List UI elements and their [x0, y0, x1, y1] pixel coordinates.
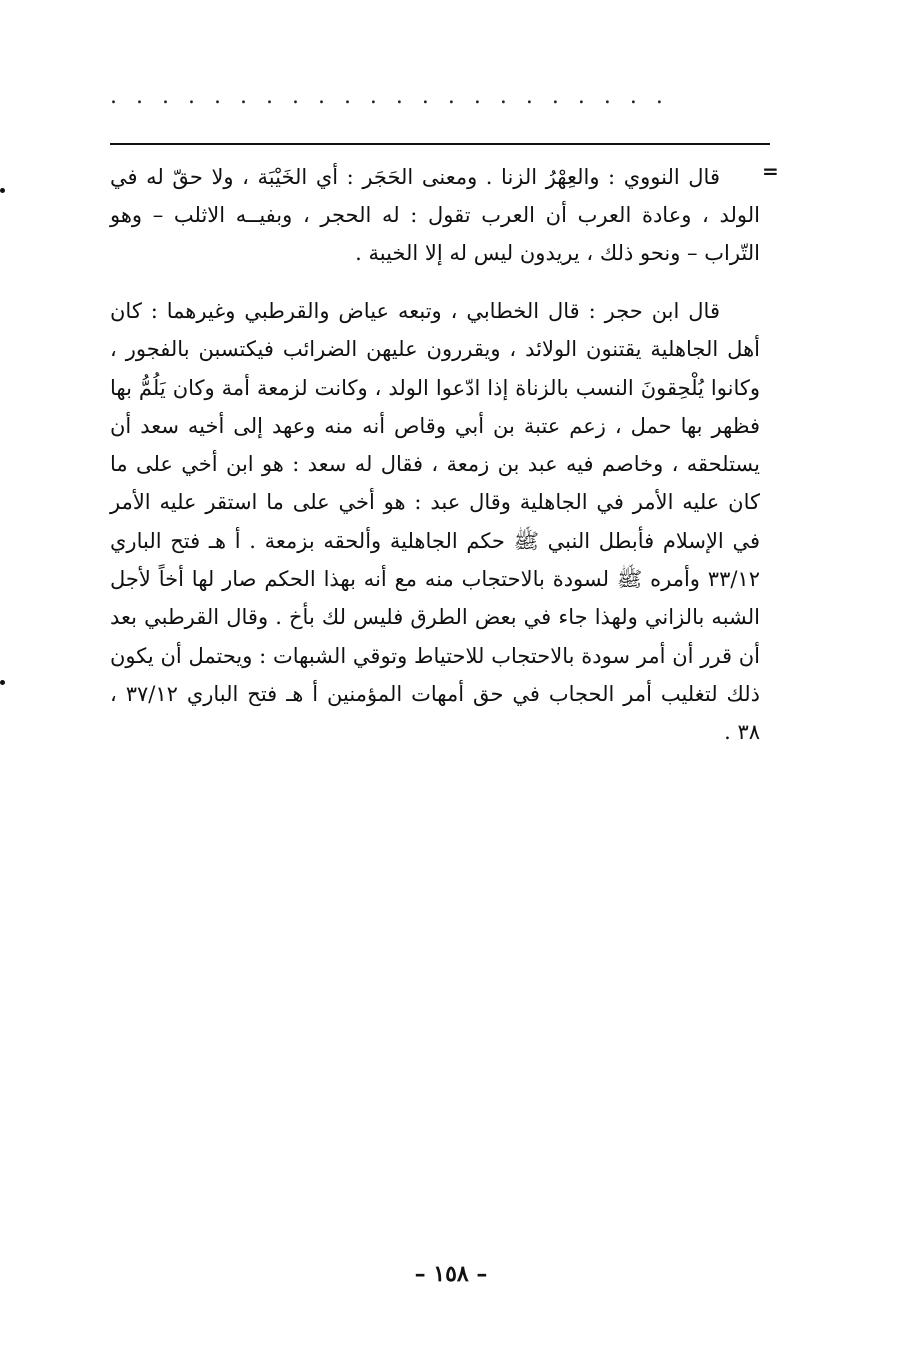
paragraph-text: قال ابن حجر : قال الخطابي ، وتبعه عياض والقرطبي وغيرهما : كان أهل الجاهلية يقتنون الولائد ، ويقررون عليهن الضرائب فيكتسبن بالفجور ، وكانوا يُلْحِقونَ النسب بالزناة إذا ادّعوا الولد ، وكانت لزمعة أمة وكان يَلُمُّ بها فظهر بها حمل ، زعم عتبة بن أبي وقاص أنه منه وعهد إلى أخيه سعد أن يستلحقه ، وخاصم فيه عبد بن زمعة ، فقال له سعد : هو ابن أخي على ما كان عليه الأمر في الجاهلية وقال عبد : هو أخي على ما استقر عليه الأمر في الإسلام فأبطل النبي ﷺ حكم الجاهلية وألحقه بزمعة . أ هـ فتح الباري ٣٣/١٢ وأمره ﷺ لسودة بالاحتجاب منه مع أنه بهذا الحكم صار لها أخاً لأجل الشبه بالزاني ولهذا جاء في بعض الطرق فليس لك بأخ . وقال القرطبي بعد أن قرر أن أمر سودة بالاحتجاب للاحتياط وتوقي الشبهات : ويحتمل أن يكون ذلك لتغليب أمر الحجاب في حق أمهات المؤمنين أ هـ فتح الباري ٣٧/١٢ ، ٣٨ . — [110, 299, 760, 745]
footnote-separator-rule — [110, 143, 770, 145]
margin-speck — [0, 680, 5, 685]
footnote-continuation-marker: = — [762, 159, 779, 183]
margin-speck — [0, 188, 5, 193]
paragraph-text: قال النووي : والعِهْرُ الزنا . ومعنى الحَجَر : أي الخَيْبَة ، ولا حقّ له في الولد ، وعادة العرب أن العرب تقول : له الحجر ، وبفيــه الاثلب – وهو التّراب – ونحو ذلك ، يريدون ليس له إلا الخيبة . — [110, 165, 760, 265]
header-dot-leader: ...................... — [110, 84, 682, 108]
page-number: – ١٥٨ – — [414, 1261, 488, 1287]
paragraph-nawawi — [110, 158, 760, 272]
paragraph-ibn-hajar — [110, 292, 760, 752]
